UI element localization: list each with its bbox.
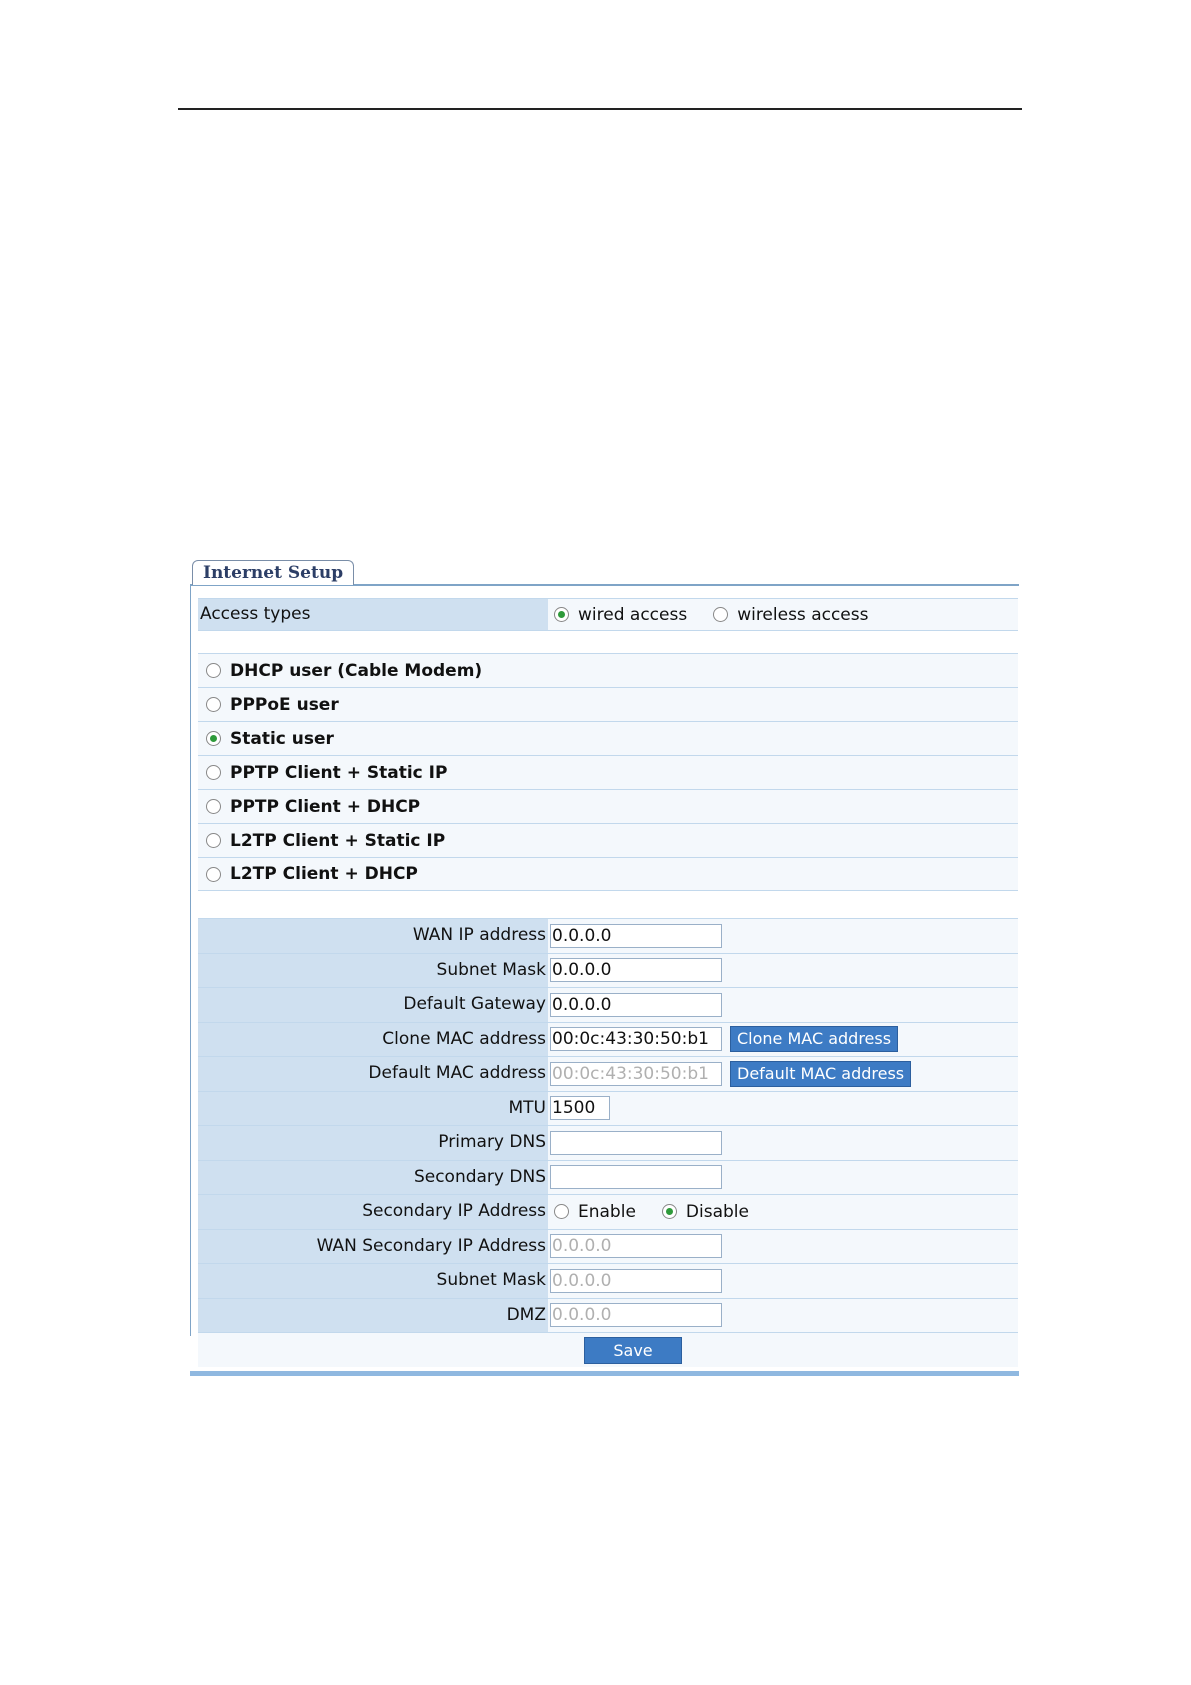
conn-dhcp-user-label: DHCP user (Cable Modem) (230, 660, 483, 681)
secondary-dns-row (198, 1160, 1018, 1195)
conn-l2tp-dhcp-radio[interactable] (206, 867, 221, 882)
default-gateway-row (198, 987, 1018, 1022)
subnet-mask-label: Subnet Mask (198, 954, 548, 988)
conn-static-user-label: Static user (230, 728, 334, 749)
conn-l2tp-static-label: L2TP Client + Static IP (230, 830, 446, 851)
wan-ip-input[interactable] (550, 924, 722, 948)
save-row (198, 1332, 1018, 1367)
primary-dns-input[interactable] (550, 1131, 722, 1155)
primary-dns-label: Primary DNS (198, 1126, 548, 1160)
secondary-ip-row (198, 1194, 1018, 1229)
default-mac-label: Default MAC address (198, 1057, 548, 1091)
mtu-input[interactable] (550, 1096, 610, 1120)
conn-pppoe-user-label: PPPoE user (230, 694, 339, 715)
dmz-input (550, 1303, 722, 1327)
secondary-dns-input[interactable] (550, 1165, 722, 1189)
page-header-rule (178, 108, 1022, 110)
wired-access-label: wired access (578, 604, 688, 625)
subnet-mask-row (198, 953, 1018, 988)
tab-internet-setup[interactable]: Internet Setup (192, 560, 354, 585)
secondary-ip-enable-radio[interactable] (554, 1204, 569, 1219)
secondary-ip-disable-radio[interactable] (662, 1204, 677, 1219)
mtu-row (198, 1091, 1018, 1126)
save-button[interactable]: Save (584, 1337, 682, 1364)
wan-ip-row (198, 918, 1018, 953)
conn-pppoe-user-radio[interactable] (206, 697, 221, 712)
conn-l2tp-dhcp-label: L2TP Client + DHCP (230, 864, 418, 884)
wireless-access-label: wireless access (737, 604, 869, 625)
wireless-access-radio[interactable] (713, 607, 728, 622)
wan-secondary-ip-input (550, 1234, 722, 1258)
dmz-row (198, 1298, 1018, 1333)
wireless-access-option[interactable] (713, 605, 868, 625)
connection-type-list (198, 653, 1018, 891)
conn-l2tp-static[interactable] (198, 823, 1018, 857)
mtu-label: MTU (198, 1092, 548, 1126)
secondary-ip-disable-label: Disable (685, 1201, 749, 1222)
wired-access-radio[interactable] (554, 607, 569, 622)
default-gateway-label: Default Gateway (198, 988, 548, 1022)
dmz-label: DMZ (198, 1299, 548, 1333)
default-mac-input (550, 1062, 722, 1086)
conn-pptp-static[interactable] (198, 755, 1018, 789)
secondary-subnet-mask-row (198, 1263, 1018, 1298)
conn-pptp-dhcp-label: PPTP Client + DHCP (230, 796, 421, 817)
secondary-ip-enable-label: Enable (578, 1201, 636, 1222)
access-types-row (198, 598, 1018, 631)
access-types-options (548, 599, 1018, 630)
conn-pptp-dhcp-radio[interactable] (206, 799, 221, 814)
clone-mac-button[interactable]: Clone MAC address (730, 1026, 898, 1052)
wired-access-option[interactable] (554, 605, 687, 625)
conn-pppoe-user[interactable] (198, 687, 1018, 721)
access-types-label: Access types (198, 599, 548, 630)
secondary-dns-label: Secondary DNS (198, 1161, 548, 1195)
conn-pptp-static-radio[interactable] (206, 765, 221, 780)
clone-mac-row (198, 1022, 1018, 1057)
secondary-ip-disable-option[interactable] (662, 1202, 749, 1222)
secondary-ip-enable-option[interactable] (554, 1202, 636, 1222)
panel-bottom-bar (190, 1371, 1019, 1376)
conn-l2tp-static-radio[interactable] (206, 833, 221, 848)
conn-pptp-dhcp[interactable] (198, 789, 1018, 823)
conn-dhcp-user[interactable] (198, 653, 1018, 687)
subnet-mask-input[interactable] (550, 958, 722, 982)
wan-secondary-ip-row (198, 1229, 1018, 1264)
secondary-subnet-mask-label: Subnet Mask (198, 1264, 548, 1298)
clone-mac-input[interactable] (550, 1027, 722, 1051)
conn-static-user-radio[interactable] (206, 731, 221, 746)
conn-dhcp-user-radio[interactable] (206, 663, 221, 678)
default-mac-row (198, 1056, 1018, 1091)
conn-pptp-static-label: PPTP Client + Static IP (230, 762, 448, 783)
primary-dns-row (198, 1125, 1018, 1160)
conn-l2tp-dhcp[interactable] (198, 857, 1018, 891)
default-gateway-input[interactable] (550, 993, 722, 1017)
wan-ip-label: WAN IP address (198, 919, 548, 953)
secondary-ip-label: Secondary IP Address (198, 1195, 548, 1229)
conn-static-user[interactable] (198, 721, 1018, 755)
wan-secondary-ip-label: WAN Secondary IP Address (198, 1230, 548, 1264)
settings-table (198, 918, 1018, 1367)
secondary-subnet-mask-input (550, 1269, 722, 1293)
clone-mac-label: Clone MAC address (198, 1023, 548, 1057)
default-mac-button[interactable]: Default MAC address (730, 1061, 911, 1087)
